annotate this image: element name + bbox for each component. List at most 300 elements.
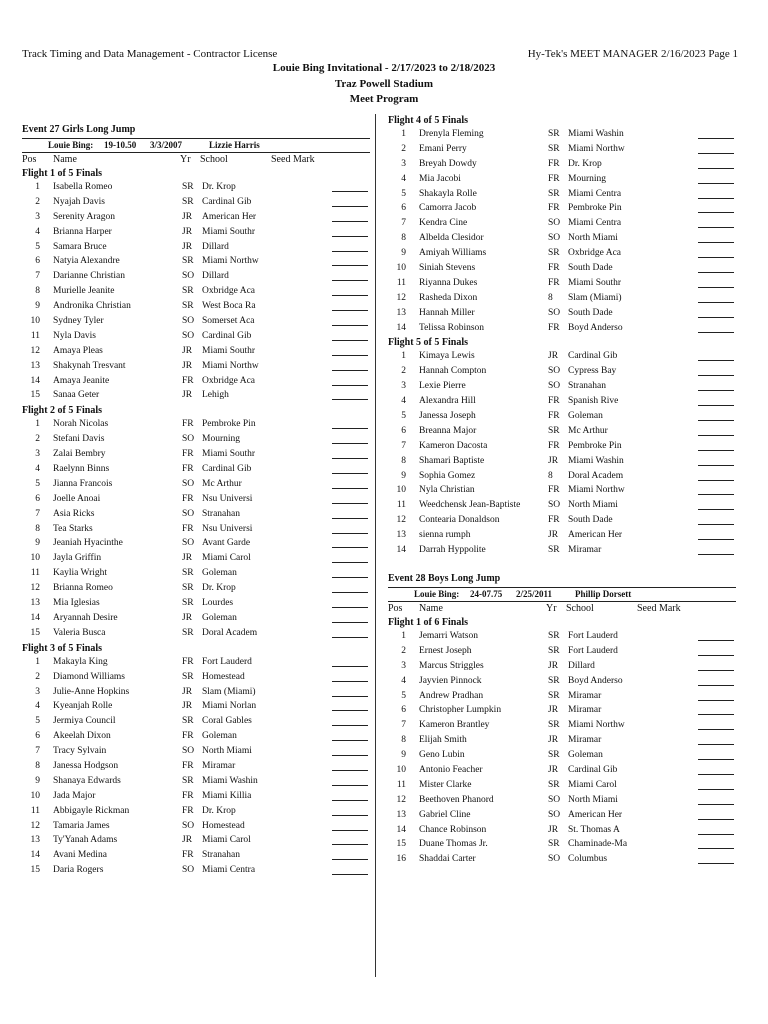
- seed-mark-blank: [698, 685, 734, 686]
- column-header-name: Name: [419, 602, 443, 614]
- athlete-row: [22, 775, 370, 790]
- seed-mark-blank: [698, 700, 734, 701]
- seed-mark-blank: [698, 480, 734, 481]
- record-holder: Lizzie Harris: [209, 140, 260, 150]
- athlete-pos: 5: [401, 690, 406, 701]
- athlete-pos: 8: [401, 233, 406, 244]
- athlete-name: Kaylia Wright: [53, 568, 108, 579]
- flight-heading: Flight 4 of 5 Finals: [388, 115, 469, 126]
- athlete-pos: 6: [401, 705, 406, 716]
- athlete-name: Samara Bruce: [53, 241, 107, 252]
- athlete-yr: FR: [548, 322, 560, 333]
- seed-mark-blank: [698, 227, 734, 228]
- athlete-yr: SR: [548, 690, 560, 701]
- athlete-pos: 3: [35, 211, 40, 222]
- athlete-row: [22, 597, 370, 612]
- athlete-row: [22, 493, 370, 508]
- athlete-pos: 14: [396, 824, 406, 835]
- athlete-row: [388, 794, 736, 809]
- athlete-name: Diamond Williams: [53, 671, 126, 682]
- athlete-pos: 4: [35, 701, 40, 712]
- athlete-row: [22, 478, 370, 493]
- seed-mark-blank: [698, 332, 734, 333]
- seed-mark-blank: [332, 236, 368, 237]
- athlete-yr: FR: [182, 790, 194, 801]
- athlete-school: South Dade: [568, 263, 613, 274]
- athlete-row: [388, 824, 736, 839]
- athlete-yr: SR: [182, 301, 194, 312]
- athlete-school: Avant Garde: [202, 538, 251, 549]
- athlete-school: Coral Gables: [202, 716, 252, 727]
- athlete-name: Darianne Christian: [53, 271, 126, 282]
- athlete-yr: FR: [182, 731, 194, 742]
- athlete-yr: JR: [548, 735, 559, 746]
- athlete-yr: SR: [182, 568, 194, 579]
- athlete-name: Brianna Romeo: [53, 583, 113, 594]
- athlete-pos: 4: [35, 226, 40, 237]
- seed-mark-blank: [698, 640, 734, 641]
- seed-mark-blank: [698, 554, 734, 555]
- athlete-yr: SR: [548, 248, 560, 259]
- athlete-pos: 5: [35, 716, 40, 727]
- athlete-school: Somerset Aca: [202, 316, 255, 327]
- athlete-pos: 2: [35, 671, 40, 682]
- athlete-yr: JR: [548, 764, 559, 775]
- athlete-row: [22, 285, 370, 300]
- athlete-row: [22, 582, 370, 597]
- athlete-school: Cypress Bay: [568, 366, 617, 377]
- athlete-pos: 12: [396, 794, 406, 805]
- athlete-row: [22, 730, 370, 745]
- athlete-name: Nyla Christian: [419, 485, 475, 496]
- athlete-pos: 15: [30, 865, 40, 876]
- athlete-yr: FR: [548, 396, 560, 407]
- athlete-pos: 5: [35, 478, 40, 489]
- athlete-name: Antonio Feacher: [419, 764, 483, 775]
- athlete-name: Kendra Cine: [419, 218, 468, 229]
- athlete-name: Shaddai Carter: [419, 854, 476, 865]
- column-header-row: [22, 153, 370, 167]
- athlete-name: Raelynn Binns: [53, 464, 110, 475]
- athlete-row: [22, 315, 370, 330]
- athlete-name: Jemarri Watson: [419, 630, 478, 641]
- athlete-school: Miami Washin: [568, 129, 624, 139]
- seed-mark-blank: [698, 714, 734, 715]
- athlete-pos: 3: [35, 449, 40, 460]
- athlete-school: Pembroke Pin: [202, 419, 256, 430]
- athlete-pos: 14: [396, 545, 406, 556]
- athlete-name: Stefani Davis: [53, 434, 105, 445]
- athlete-school: Miami Northw: [202, 360, 259, 371]
- seed-mark-blank: [332, 666, 368, 667]
- athlete-name: Ernest Joseph: [419, 645, 472, 656]
- athlete-row: [22, 330, 370, 345]
- seed-mark-blank: [332, 340, 368, 341]
- seed-mark-blank: [332, 859, 368, 860]
- athlete-yr: JR: [548, 455, 559, 466]
- athlete-school: Mourning: [202, 434, 240, 445]
- athlete-school: Goleman: [568, 750, 603, 761]
- meet-record-row: [388, 587, 736, 602]
- program-title: Meet Program: [349, 93, 419, 105]
- athlete-yr: SO: [182, 271, 195, 282]
- athlete-pos: 10: [396, 764, 406, 775]
- seed-mark-blank: [332, 280, 368, 281]
- athlete-school: Stranahan: [202, 850, 240, 861]
- seed-mark-blank: [332, 206, 368, 207]
- flight-heading: Flight 1 of 5 Finals: [22, 168, 103, 179]
- athlete-yr: SR: [182, 583, 194, 594]
- athlete-yr: SO: [548, 500, 561, 511]
- athlete-name: Beethoven Phanord: [419, 794, 494, 805]
- athlete-pos: 5: [35, 241, 40, 252]
- athlete-school: Goleman: [202, 731, 237, 742]
- athlete-pos: 2: [35, 434, 40, 445]
- athlete-school: Doral Academ: [568, 470, 624, 481]
- seed-mark-blank: [698, 198, 734, 199]
- record-date: 3/3/2007: [150, 140, 183, 150]
- athlete-yr: SR: [548, 545, 560, 556]
- athlete-yr: FR: [182, 419, 194, 430]
- athlete-yr: SO: [548, 854, 561, 865]
- athlete-school: Chaminade-Ma: [568, 839, 628, 850]
- athlete-school: Slam (Miami): [568, 292, 622, 303]
- athlete-name: Serenity Aragon: [53, 211, 116, 222]
- athlete-school: Miami Washin: [568, 455, 624, 466]
- athlete-name: Nyla Davis: [53, 330, 97, 341]
- seed-mark-blank: [332, 800, 368, 801]
- athlete-school: Goleman: [568, 411, 603, 422]
- seed-mark-blank: [698, 670, 734, 671]
- column-header-pos: Pos: [388, 602, 403, 614]
- athlete-row: [388, 425, 736, 440]
- athlete-pos: 14: [30, 612, 40, 623]
- athlete-pos: 13: [396, 307, 406, 318]
- athlete-yr: SR: [548, 425, 560, 436]
- athlete-row: [388, 499, 736, 514]
- athlete-row: [388, 307, 736, 322]
- athlete-yr: FR: [182, 760, 194, 771]
- athlete-yr: SR: [548, 779, 560, 790]
- athlete-pos: 3: [35, 686, 40, 697]
- athlete-school: Miami Northw: [568, 143, 625, 154]
- athlete-school: Homestead: [202, 820, 245, 831]
- column-header-row: [388, 602, 736, 616]
- athlete-row: [22, 270, 370, 285]
- record-mark: 19-10.50: [104, 140, 137, 150]
- seed-mark-blank: [332, 265, 368, 266]
- athlete-name: Camorra Jacob: [419, 203, 477, 214]
- athlete-name: Natyia Alexandre: [53, 256, 120, 267]
- athlete-name: Siniah Stevens: [419, 263, 476, 274]
- seed-mark-blank: [332, 874, 368, 875]
- record-date: 2/25/2011: [516, 588, 553, 599]
- seed-mark-blank: [332, 755, 368, 756]
- athlete-pos: 2: [401, 645, 406, 656]
- athlete-row: [388, 173, 736, 188]
- athlete-row: [22, 805, 370, 820]
- seed-mark-blank: [332, 503, 368, 504]
- athlete-name: Nyajah Davis: [53, 196, 105, 207]
- athlete-pos: 9: [401, 470, 406, 481]
- athlete-school: Miami Northw: [568, 485, 625, 496]
- athlete-yr: FR: [548, 277, 560, 288]
- athlete-row: [22, 671, 370, 686]
- seed-mark-blank: [332, 592, 368, 593]
- athlete-row: [22, 820, 370, 835]
- athlete-yr: FR: [182, 523, 194, 534]
- athlete-school: Columbus: [568, 854, 608, 865]
- athlete-yr: JR: [182, 835, 193, 846]
- seed-mark-blank: [698, 375, 734, 376]
- athlete-yr: SO: [182, 820, 195, 831]
- athlete-school: Oxbridge Aca: [568, 248, 622, 259]
- athlete-yr: SR: [182, 627, 194, 638]
- event-title: Event 28 Boys Long Jump: [388, 572, 501, 584]
- athlete-row: [22, 241, 370, 256]
- seed-mark-blank: [698, 848, 734, 849]
- seed-mark-blank: [698, 774, 734, 775]
- athlete-school: South Dade: [568, 515, 613, 526]
- column-header-name: Name: [53, 154, 77, 165]
- athlete-pos: 1: [35, 419, 40, 430]
- seed-mark-blank: [332, 637, 368, 638]
- athlete-row: [22, 834, 370, 849]
- athlete-name: Gabriel Cline: [419, 809, 471, 820]
- seed-mark-blank: [698, 138, 734, 139]
- athlete-pos: 13: [30, 835, 40, 846]
- athlete-school: South Dade: [568, 307, 613, 318]
- athlete-yr: SO: [548, 794, 561, 805]
- athlete-name: Tea Starks: [53, 523, 93, 534]
- athlete-name: Mia Jacobi: [419, 173, 461, 184]
- athlete-pos: 3: [401, 660, 406, 671]
- seed-mark-blank: [332, 310, 368, 311]
- athlete-name: Mister Clarke: [419, 779, 472, 790]
- athlete-pos: 12: [396, 292, 406, 303]
- athlete-name: Jeaniah Hyacinthe: [53, 538, 123, 549]
- athlete-yr: JR: [182, 241, 193, 252]
- meet-title: Louie Bing Invitational - 2/17/2023 to 2/18/2023: [272, 62, 496, 74]
- athlete-pos: 8: [401, 735, 406, 746]
- athlete-yr: SO: [548, 381, 561, 392]
- flight-heading: Flight 1 of 6 Finals: [388, 616, 469, 628]
- athlete-name: Jayla Griffin: [53, 553, 102, 564]
- record-holder: Phillip Dorsett: [575, 588, 632, 599]
- athlete-pos: 13: [396, 530, 406, 541]
- athlete-school: Spanish Rive: [568, 396, 619, 407]
- seed-mark-blank: [332, 221, 368, 222]
- athlete-pos: 12: [30, 820, 40, 831]
- athlete-pos: 11: [396, 779, 406, 790]
- athlete-row: [388, 704, 736, 719]
- athlete-name: Abbigayle Rickman: [53, 805, 130, 816]
- seed-mark-blank: [698, 744, 734, 745]
- seed-mark-blank: [332, 710, 368, 711]
- athlete-school: Dr. Krop: [202, 805, 236, 816]
- athlete-name: Janessa Joseph: [419, 411, 476, 422]
- athlete-row: [388, 734, 736, 749]
- athlete-row: [388, 322, 736, 337]
- athlete-school: Miami Norlan: [202, 701, 257, 712]
- athlete-school: Slam (Miami): [202, 686, 256, 697]
- seed-mark-blank: [698, 524, 734, 525]
- flight-heading: Flight 5 of 5 Finals: [388, 337, 469, 349]
- athlete-yr: JR: [182, 345, 193, 356]
- seed-mark-blank: [332, 725, 368, 726]
- athlete-pos: 15: [396, 839, 406, 850]
- athlete-name: Norah Nicolas: [53, 419, 109, 430]
- athlete-pos: 8: [35, 760, 40, 771]
- athlete-row: [388, 350, 736, 365]
- column-header-yr: Yr: [546, 602, 557, 614]
- athlete-row: [22, 226, 370, 241]
- athlete-yr: FR: [182, 375, 194, 386]
- athlete-name: Valeria Busca: [53, 627, 106, 638]
- athlete-name: Jianna Francois: [53, 478, 113, 489]
- athlete-yr: SR: [182, 286, 194, 297]
- athlete-yr: SR: [548, 675, 560, 686]
- athlete-school: Dillard: [568, 660, 595, 671]
- seed-mark-blank: [698, 257, 734, 258]
- athlete-row: [22, 508, 370, 523]
- athlete-yr: SR: [182, 671, 194, 682]
- column-header-seed: Seed Mark: [271, 154, 315, 165]
- athlete-yr: FR: [548, 440, 560, 451]
- athlete-pos: 10: [396, 485, 406, 496]
- athlete-yr: 8: [548, 292, 553, 303]
- athlete-school: Pembroke Pin: [568, 440, 622, 451]
- athlete-pos: 9: [35, 538, 40, 549]
- record-mark: 24-07.75: [470, 588, 503, 599]
- athlete-pos: 14: [396, 322, 406, 333]
- athlete-pos: 4: [401, 675, 406, 686]
- athlete-row: [388, 660, 736, 675]
- seed-mark-blank: [332, 533, 368, 534]
- athlete-yr: SR: [548, 645, 560, 656]
- athlete-school: Dr. Krop: [202, 182, 236, 192]
- athlete-row: [388, 514, 736, 529]
- athlete-row: [22, 463, 370, 478]
- column-header-yr: Yr: [180, 154, 191, 165]
- athlete-row: [22, 345, 370, 360]
- athlete-row: [22, 567, 370, 582]
- athlete-yr: SR: [182, 182, 194, 192]
- athlete-yr: SO: [182, 478, 195, 489]
- athlete-row: [22, 849, 370, 864]
- athlete-yr: FR: [548, 411, 560, 422]
- athlete-yr: JR: [548, 660, 559, 671]
- athlete-yr: FR: [182, 850, 194, 861]
- athlete-yr: SR: [548, 839, 560, 850]
- athlete-name: Weedchensk Jean-Baptiste: [419, 500, 521, 511]
- athlete-school: Mc Arthur: [568, 425, 608, 436]
- athlete-yr: SO: [182, 746, 195, 757]
- seed-mark-blank: [332, 473, 368, 474]
- seed-mark-blank: [698, 287, 734, 288]
- athlete-name: Telissa Robinson: [419, 322, 485, 333]
- athlete-school: Miami Northw: [202, 256, 259, 267]
- athlete-name: Zalai Bembry: [53, 449, 106, 460]
- flight-heading: Flight 2 of 5 Finals: [22, 405, 103, 417]
- athlete-school: Miramar: [202, 760, 236, 771]
- column-header-pos: Pos: [22, 154, 37, 165]
- seed-mark-blank: [332, 607, 368, 608]
- athlete-school: Dr. Krop: [202, 583, 236, 594]
- athlete-name: Tamaria James: [53, 820, 110, 831]
- seed-mark-blank: [698, 153, 734, 154]
- seed-mark-blank: [698, 360, 734, 361]
- seed-mark-blank: [332, 547, 368, 548]
- athlete-pos: 11: [30, 330, 40, 341]
- athlete-pos: 15: [30, 627, 40, 638]
- athlete-name: Marcus Striggles: [419, 660, 484, 671]
- athlete-school: North Miami: [568, 233, 618, 244]
- athlete-pos: 14: [30, 850, 40, 861]
- athlete-row: [22, 760, 370, 775]
- seed-mark-blank: [698, 317, 734, 318]
- athlete-yr: SO: [182, 330, 195, 341]
- seed-mark-blank: [698, 494, 734, 495]
- athlete-row: [22, 864, 370, 879]
- athlete-pos: 6: [401, 425, 406, 436]
- seed-mark-blank: [698, 789, 734, 790]
- athlete-name: Amaya Pleas: [53, 345, 103, 356]
- seed-mark-blank: [698, 509, 734, 510]
- seed-mark-blank: [698, 212, 734, 213]
- athlete-row: [388, 690, 736, 705]
- athlete-row: [388, 247, 736, 262]
- athlete-name: Daria Rogers: [53, 865, 104, 876]
- athlete-pos: 7: [401, 218, 406, 229]
- athlete-school: Miami Centra: [568, 188, 622, 199]
- athlete-school: Cardinal Gib: [202, 464, 252, 475]
- athlete-school: Miami Southr: [202, 226, 256, 237]
- athlete-row: [22, 433, 370, 448]
- athlete-name: Kyeanjah Rolle: [53, 701, 113, 712]
- athlete-school: Oxbridge Aca: [202, 286, 256, 297]
- athlete-yr: SR: [548, 188, 560, 199]
- athlete-yr: JR: [182, 612, 193, 623]
- left-column: [22, 114, 370, 879]
- athlete-name: Emani Perry: [419, 143, 467, 154]
- athlete-pos: 6: [35, 731, 40, 742]
- athlete-school: Miami Northw: [568, 720, 625, 731]
- athlete-row: [388, 440, 736, 455]
- athlete-pos: 10: [30, 316, 40, 327]
- athlete-yr: FR: [548, 515, 560, 526]
- athlete-row: [388, 365, 736, 380]
- athlete-row: [388, 853, 736, 868]
- athlete-pos: 6: [35, 256, 40, 267]
- athlete-pos: 3: [401, 381, 406, 392]
- seed-mark-blank: [332, 740, 368, 741]
- athlete-pos: 7: [35, 271, 40, 282]
- athlete-yr: SO: [548, 809, 561, 820]
- seed-mark-blank: [698, 302, 734, 303]
- athlete-row: [22, 375, 370, 390]
- seed-mark-blank: [698, 819, 734, 820]
- athlete-name: Amaya Jeanite: [53, 375, 110, 386]
- meet-record-row: [22, 138, 370, 153]
- athlete-name: Lexie Pierre: [419, 381, 466, 392]
- athlete-school: Boyd Anderso: [568, 322, 623, 333]
- athlete-yr: SR: [182, 775, 194, 786]
- column-divider: [375, 114, 376, 977]
- athlete-row: [22, 523, 370, 538]
- seed-mark-blank: [698, 759, 734, 760]
- athlete-name: Jayvien Pinnock: [419, 675, 482, 686]
